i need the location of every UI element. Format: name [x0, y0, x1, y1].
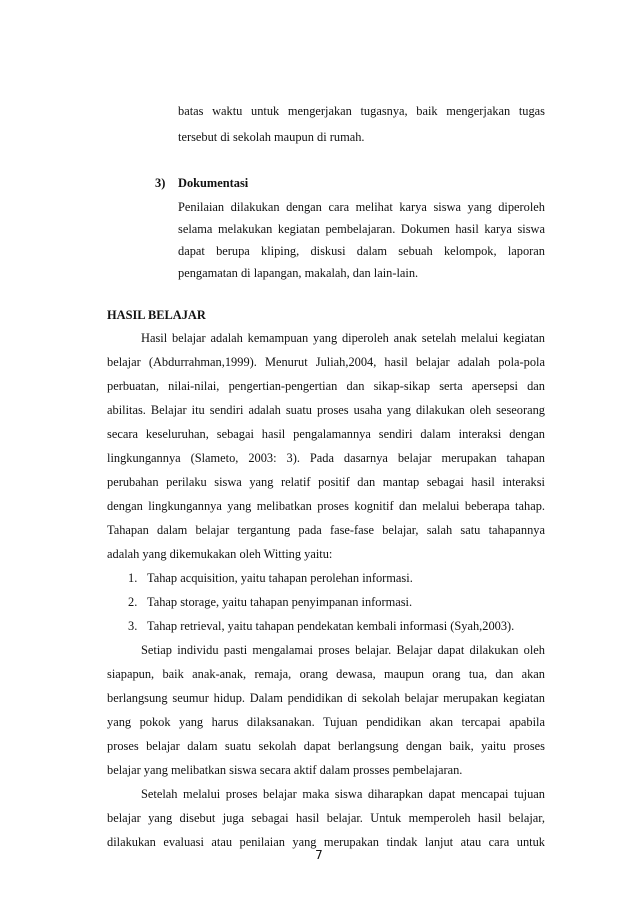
text-line: batas waktu untuk mengerjakan tugasnya, baik mengerjakan tugas — [178, 104, 545, 118]
text-line: tersebut di sekolah maupun di rumah. — [178, 130, 365, 144]
list-number: 1. — [128, 571, 138, 585]
list-item: Tahap storage, yaitu tahapan penyimpanan informasi. — [147, 595, 413, 609]
text-line: belajar yang melibatkan siswa secara aktif dalam prosses pembelajaran. — [107, 763, 463, 777]
text-line: pengamatan di lapangan, makalah, dan lain-lain. — [178, 266, 419, 280]
text-line: perbuatan, nilai-nilai, pengertian-pengertian dan sikap-sikap serta apersepsi dan — [107, 379, 545, 393]
list-number: 3. — [128, 619, 138, 633]
text-line: yang pokok yang harus dilaksanakan. Tujuan pendidikan akan tercapai apabila — [107, 715, 545, 729]
text-line: perubahan perilaku siswa yang relatif positif dan mantap sebagai hasil interaksi — [107, 475, 545, 489]
text-line: Penilaian dilakukan dengan cara melihat karya siswa yang diperoleh — [178, 200, 545, 214]
text-line: abilitas. Belajar itu sendiri adalah suatu proses usaha yang dilakukan oleh seseorang — [107, 403, 545, 417]
text-line: dilakukan evaluasi atau penilaian yang merupakan tindak lanjut atau cara untuk — [107, 835, 545, 849]
text-line: Hasil belajar adalah kemampuan yang diperoleh anak setelah melalui kegiatan — [141, 331, 545, 345]
page-number: 7 — [315, 848, 323, 862]
text-line: siapapun, baik anak-anak, remaja, orang dewasa, maupun orang tua, dan akan — [107, 667, 545, 681]
text-line: belajar (Abdurrahman,1999). Menurut Juliah,2004, hasil belajar adalah pola-pola — [107, 355, 545, 369]
text-line: dapat berupa kliping, diskusi dalam sebuah kelompok, laporan — [178, 244, 545, 258]
text-line: selama melakukan kegiatan pembelajaran. Dokumen hasil karya siswa — [178, 222, 545, 236]
list-number: 2. — [128, 595, 138, 609]
list-item: Tahap retrieval, yaitu tahapan pendekatan kembali informasi (Syah,2003). — [147, 619, 515, 633]
list-item: Tahap acquisition, yaitu tahapan perolehan informasi. — [147, 571, 413, 585]
text-line: adalah yang dikemukakan oleh Witting yaitu: — [107, 547, 333, 561]
text-line: Setelah melalui proses belajar maka siswa diharapkan dapat mencapai tujuan — [141, 787, 545, 801]
text-line: Setiap individu pasti mengalamai proses belajar. Belajar dapat dilakukan oleh — [141, 643, 545, 657]
text-line: belajar yang disebut juga sebagai hasil belajar. Untuk memperoleh hasil belajar, — [107, 811, 545, 825]
section-heading: HASIL BELAJAR — [107, 308, 206, 322]
text-line: proses belajar dalam suatu sekolah dapat berlangsung dengan baik, yaitu proses — [107, 739, 545, 753]
item-title: Dokumentasi — [178, 176, 249, 190]
text-line: berlangsung seumur hidup. Dalam pendidikan di sekolah belajar merupakan kegiatan — [107, 691, 545, 705]
item-number: 3) — [155, 176, 166, 190]
text-line: secara keseluruhan, sebagai hasil pengalamannya sendiri dalam interaksi dengan — [107, 427, 545, 441]
text-line: dengan lingkungannya yang melibatkan proses kognitif dan melalui beberapa tahap. — [107, 499, 545, 513]
text-line: lingkungannya (Slameto, 2003: 3). Pada dasarnya belajar merupakan tahapan — [107, 451, 545, 465]
text-line: Tahapan dalam belajar tergantung pada fase-fase belajar, salah satu tahapannya — [107, 523, 545, 537]
